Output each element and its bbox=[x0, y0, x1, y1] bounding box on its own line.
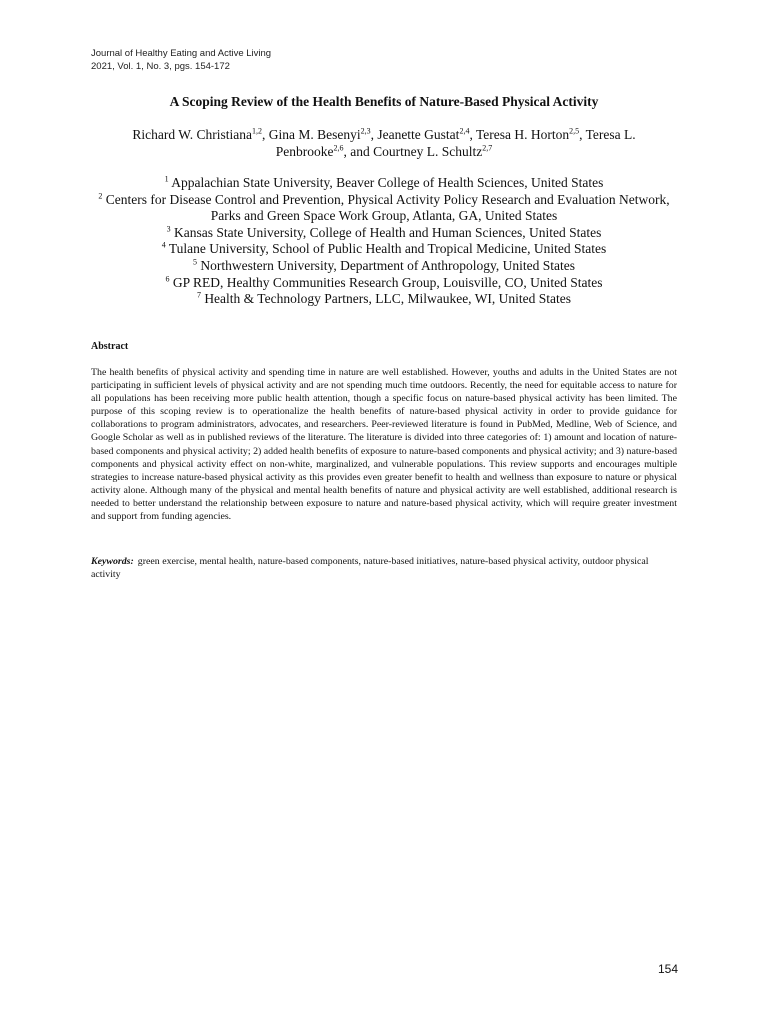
paper-title: A Scoping Review of the Health Benefits of Nature-Based Physical Activity bbox=[169, 94, 599, 109]
author-affiliation-ref: 2,7 bbox=[482, 143, 493, 153]
affiliation-number: 7 bbox=[196, 290, 201, 300]
journal-header bbox=[91, 47, 271, 73]
author-separator: , bbox=[469, 127, 476, 142]
abstract-heading: Abstract bbox=[91, 341, 129, 352]
affiliation-item bbox=[70, 192, 698, 209]
author-name: Courtney L. Schultz bbox=[373, 144, 483, 159]
author-affiliation-ref: 2,4 bbox=[459, 126, 470, 136]
author-name: Gina M. Besenyi bbox=[268, 127, 361, 142]
affiliation-text: Northwestern University, Department of Anthropology, United States bbox=[200, 257, 576, 273]
affiliation-text: Kansas State University, College of Health and Human Sciences, United States bbox=[174, 224, 602, 240]
affiliation-number: 2 bbox=[98, 191, 103, 201]
affiliation-number: 4 bbox=[161, 240, 166, 250]
journal-citation: 2021, Vol. 1, No. 3, pgs. 154-172 bbox=[91, 61, 230, 72]
author-list bbox=[100, 126, 668, 160]
affiliation-text: Appalachian State University, Beaver College of Health Sciences, United States bbox=[171, 175, 604, 190]
affiliation-item bbox=[70, 175, 698, 192]
author-separator: , bbox=[261, 127, 269, 142]
affiliation-text: Centers for Disease Control and Prevention, Physical Activity Policy Research and Evaluation Network, bbox=[105, 191, 670, 207]
affiliation-list bbox=[70, 175, 698, 308]
keywords-text: green exercise, mental health, nature-based components, nature-based initiatives, nature-based physical activity, outdoor physical activity bbox=[91, 556, 649, 581]
affiliation-item bbox=[70, 225, 698, 242]
affiliation-text: Parks and Green Space Work Group, Atlanta, GA, United States bbox=[210, 208, 558, 224]
author-name: Teresa L. Penbrooke bbox=[275, 127, 636, 159]
affiliation-text: GP RED, Healthy Communities Research Group, Louisville, CO, United States bbox=[172, 274, 603, 290]
author-name: Jeanette Gustat bbox=[377, 127, 460, 142]
abstract-body: The health benefits of physical activity and spending time in nature are well established. However, youths and adults in the United States are not participating in sufficient levels of physical activity and are not spending much time outdoors. Recently, the need for equitable access to nature for all populations has been receiving more public health attention, though a specific focus on nature-based physical activity has been limited. The purpose of this scoping review is to operationalize the health benefits of nature-based physical activity in order to provide guidance for collaborations to program administrators, advocates, and researchers. Peer-reviewed literature is found in PubMed, Medline, Web of Science, and Google Scholar as well as in published reviews of the literature. The literature is divided into three categories of: 1) amount and location of nature-based components and physical activity; 2) added health benefits of exposure to nature-based components and physical activity; and 3) nature-based components and physical activity effect on non-white, marginalized, and vulnerable populations. This review supports and encourages multiple strategies to increase nature-based physical activity as this provides even greater benefit to health and wellness than exposure to nature or physical activity alone. Although many of the physical and mental health benefits of nature and physical activity are well established, additional research is needed to better understand the relationship between exposure to nature and nature-based physical activity, which will require greater investment and support from funding agencies. bbox=[91, 367, 678, 523]
author-separator: , bbox=[579, 127, 586, 142]
affiliation-item bbox=[70, 275, 698, 292]
author-separator: , bbox=[370, 127, 378, 142]
keywords-label: Keywords: bbox=[91, 556, 134, 567]
affiliation-item-continued bbox=[70, 208, 698, 225]
affiliation-number: 3 bbox=[166, 224, 171, 234]
page-number: 154 bbox=[658, 962, 679, 976]
author-separator: , and bbox=[343, 144, 374, 159]
author-affiliation-ref: 2,3 bbox=[360, 126, 371, 136]
author-name: Teresa H. Horton bbox=[475, 127, 570, 142]
affiliation-item bbox=[70, 241, 698, 258]
journal-name: Journal of Healthy Eating and Active Living bbox=[91, 48, 272, 59]
affiliation-number: 1 bbox=[164, 174, 169, 184]
affiliation-item bbox=[70, 291, 698, 308]
author-affiliation-ref: 2,6 bbox=[333, 143, 344, 153]
author-name: Richard W. Christiana bbox=[132, 127, 252, 142]
affiliation-number: 6 bbox=[165, 274, 170, 284]
affiliation-item bbox=[70, 258, 698, 275]
author-affiliation-ref: 2,5 bbox=[569, 126, 580, 136]
affiliation-text: Health & Technology Partners, LLC, Milwaukee, WI, United States bbox=[204, 291, 572, 307]
affiliation-number: 5 bbox=[192, 257, 197, 267]
author-affiliation-ref: 1,2 bbox=[251, 126, 262, 136]
affiliation-text: Tulane University, School of Public Health and Tropical Medicine, United States bbox=[168, 241, 607, 257]
keywords-section bbox=[91, 555, 677, 581]
